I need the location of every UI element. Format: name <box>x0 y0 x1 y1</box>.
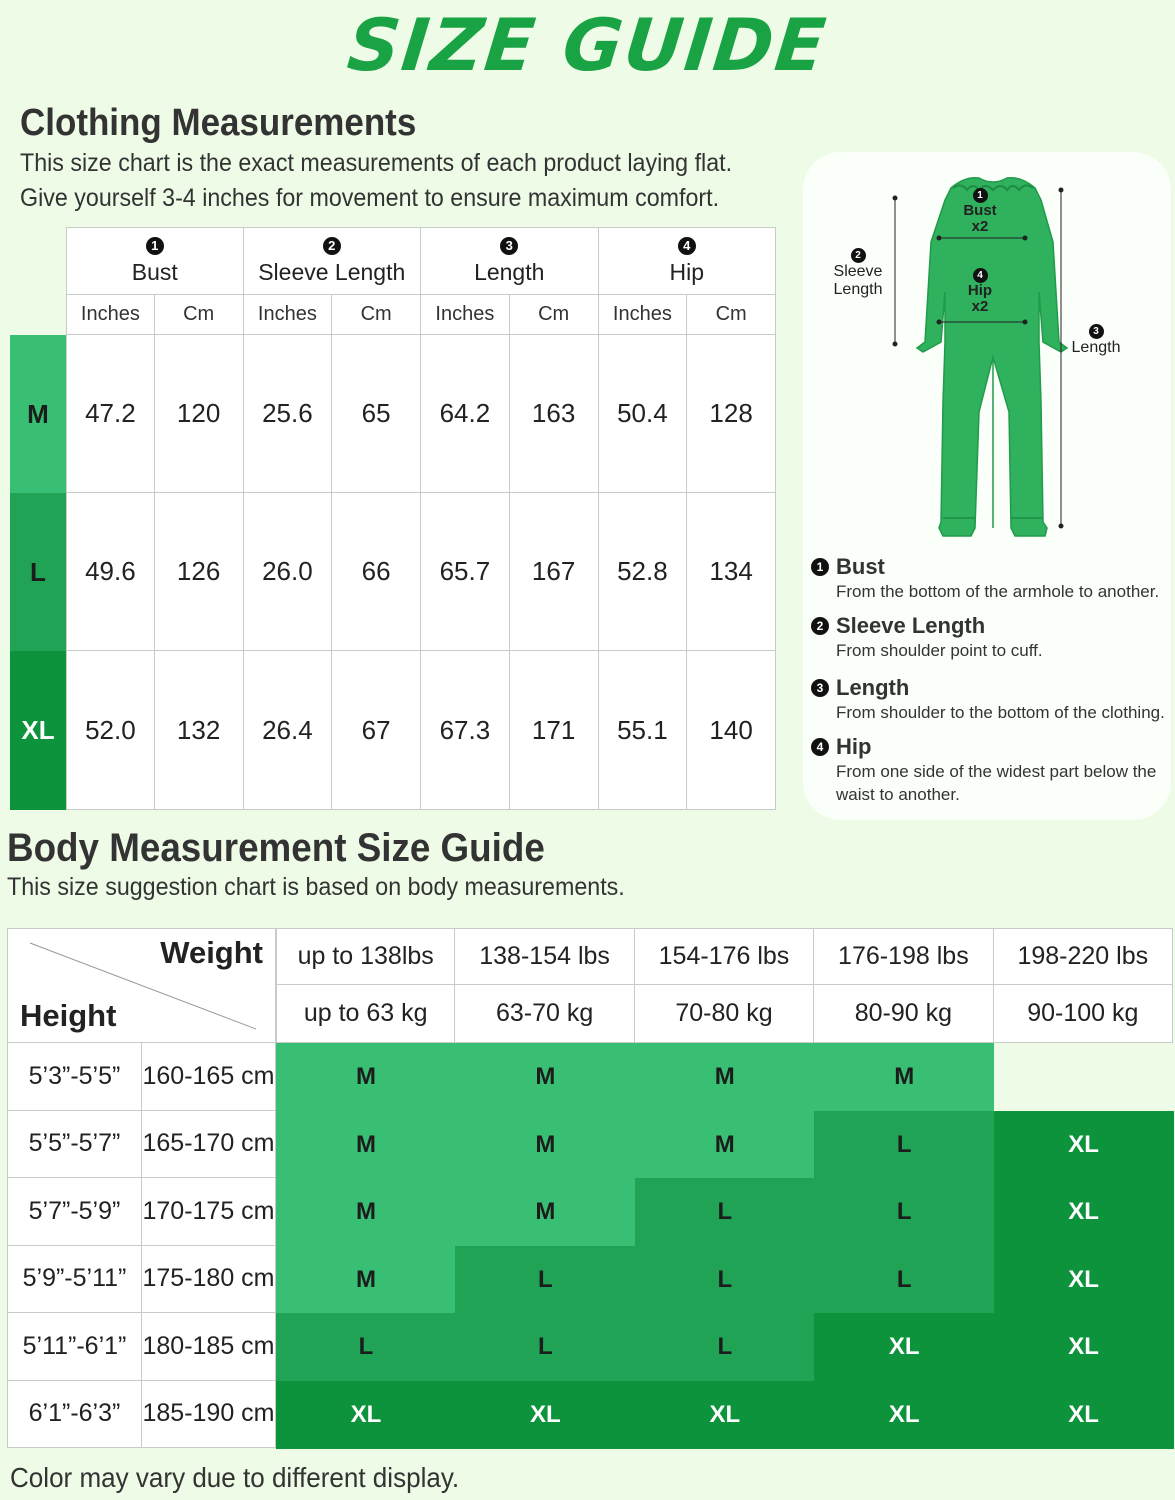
weight-kg-header: 80-90 kg <box>814 985 993 1043</box>
unit-header: Inches <box>421 295 510 335</box>
height-axis-label: Height <box>20 998 117 1033</box>
measurement-value-cell: 171 <box>510 651 599 810</box>
recommended-size-cell: M <box>635 1043 815 1111</box>
height-cm-cell: 175-180 cm <box>142 1246 276 1314</box>
length-label-text: Length <box>1071 339 1121 356</box>
measurement-value-cell: 55.1 <box>599 651 688 810</box>
recommended-size-cell: XL <box>455 1381 635 1449</box>
recommended-size-cell: L <box>455 1246 635 1314</box>
bust-label-text: Bust <box>963 202 997 219</box>
measurement-column-header <box>66 227 244 295</box>
height-ft-cell: 5’3”-5’5” <box>7 1043 142 1111</box>
clothing-measurements-description <box>20 146 732 216</box>
measure-endpoint <box>893 342 898 347</box>
measure-endpoint <box>1023 320 1028 325</box>
body-size-table <box>7 928 1173 1448</box>
unit-header: Cm <box>332 295 421 335</box>
legend-number-badge: 3 <box>811 679 829 697</box>
legend-description: From shoulder point to cuff. <box>836 641 1043 660</box>
column-number-badge: 3 <box>500 237 518 255</box>
measurement-column-header <box>244 227 422 295</box>
recommended-size-cell: M <box>276 1111 456 1179</box>
height-cm-cell: 165-170 cm <box>142 1111 276 1179</box>
recommended-size-cell: L <box>635 1313 815 1381</box>
measure-endpoint <box>937 320 942 325</box>
legend-number-badge: 2 <box>811 617 829 635</box>
weight-kg-header: up to 63 kg <box>276 985 455 1043</box>
measurement-value-cell: 65.7 <box>421 493 510 651</box>
legend-title: Length <box>836 675 910 700</box>
unit-header: Inches <box>66 295 155 335</box>
measurement-value-cell: 52.0 <box>66 651 155 810</box>
weight-axis-label: Weight <box>160 935 263 970</box>
clothing-measurements-table <box>10 227 776 808</box>
legend-description: From the bottom of the armhole to another. <box>836 582 1160 601</box>
weight-kg-header: 90-100 kg <box>994 985 1173 1043</box>
legend-number-badge: 1 <box>811 558 829 576</box>
measurement-value-cell: 128 <box>687 335 776 493</box>
unit-header: Cm <box>687 295 776 335</box>
column-number-badge: 1 <box>146 237 164 255</box>
sleeve-label-line: Sleeve <box>833 263 883 280</box>
description-line: Give yourself 3-4 inches for movement to ensure maximum comfort. <box>20 184 720 212</box>
recommended-size-cell: XL <box>276 1381 456 1449</box>
recommended-size-cell <box>994 1043 1174 1111</box>
height-cm-cell: 170-175 cm <box>142 1178 276 1246</box>
body-measurement-description: This size suggestion chart is based on body measurements. <box>7 873 625 901</box>
recommended-size-cell: XL <box>994 1246 1174 1314</box>
legend-number-badge: 4 <box>811 738 829 756</box>
column-label: Hip <box>669 258 704 285</box>
height-ft-cell: 5’9”-5’11” <box>7 1246 142 1314</box>
measurement-value-cell: 140 <box>687 651 776 810</box>
unit-header: Inches <box>599 295 688 335</box>
recommended-size-cell: XL <box>814 1381 994 1449</box>
recommended-size-cell: M <box>814 1043 994 1111</box>
recommended-size-cell: L <box>455 1313 635 1381</box>
column-label: Sleeve Length <box>258 258 406 285</box>
legend-sleeve-length <box>811 613 1171 662</box>
measurement-value-cell: 50.4 <box>599 335 688 493</box>
size-label-cell: L <box>10 493 66 651</box>
recommended-size-cell: XL <box>994 1381 1174 1449</box>
measurement-value-cell: 26.0 <box>244 493 333 651</box>
recommended-size-cell: XL <box>994 1178 1174 1246</box>
legend-title: Bust <box>836 554 885 579</box>
weight-lbs-header: 176-198 lbs <box>814 928 993 985</box>
clothing-measurements-heading: Clothing Measurements <box>20 102 417 144</box>
measurement-value-cell: 47.2 <box>66 335 155 493</box>
measurement-value-cell: 64.2 <box>421 335 510 493</box>
measure-endpoint <box>1059 188 1064 193</box>
color-disclaimer: Color may vary due to different display. <box>10 1462 460 1493</box>
height-ft-cell: 5’5”-5’7” <box>7 1111 142 1179</box>
weight-kg-header: 70-80 kg <box>635 985 814 1043</box>
measurement-column-header <box>599 227 777 295</box>
length-label <box>1061 324 1131 357</box>
measurement-value-cell: 52.8 <box>599 493 688 651</box>
recommended-size-cell: M <box>635 1111 815 1179</box>
column-label: Bust <box>131 258 178 285</box>
weight-lbs-header: 198-220 lbs <box>994 928 1173 985</box>
legend-bust <box>811 554 1171 603</box>
size-label-cell: M <box>10 335 66 493</box>
measurement-value-cell: 132 <box>155 651 244 810</box>
weight-lbs-header: 154-176 lbs <box>635 928 814 985</box>
measurement-value-cell: 67 <box>332 651 421 810</box>
weight-lbs-header: 138-154 lbs <box>455 928 634 985</box>
column-number-badge: 4 <box>678 237 696 255</box>
recommended-size-cell: M <box>276 1178 456 1246</box>
recommended-size-cell: XL <box>635 1381 815 1449</box>
recommended-size-cell: M <box>276 1246 456 1314</box>
legend-title: Hip <box>836 734 872 759</box>
recommended-size-cell: L <box>276 1313 456 1381</box>
unit-header: Cm <box>155 295 244 335</box>
recommended-size-cell: L <box>814 1178 994 1246</box>
size-label-cell: XL <box>10 651 66 810</box>
recommended-size-cell: M <box>455 1111 635 1179</box>
measurement-value-cell: 120 <box>155 335 244 493</box>
bust-label <box>958 188 1002 235</box>
measurement-column-header <box>421 227 599 295</box>
measurement-value-cell: 126 <box>155 493 244 651</box>
recommended-size-cell: M <box>276 1043 456 1111</box>
measure-endpoint <box>937 236 942 241</box>
table-corner-cell <box>7 928 276 1043</box>
height-ft-cell: 5’7”-5’9” <box>7 1178 142 1246</box>
hip-label <box>958 268 1002 315</box>
column-number-badge: 2 <box>323 237 341 255</box>
body-measurement-heading: Body Measurement Size Guide <box>7 826 545 870</box>
recommended-size-cell: L <box>814 1246 994 1314</box>
recommended-size-cell: L <box>635 1178 815 1246</box>
measurement-value-cell: 134 <box>687 493 776 651</box>
unit-header: Inches <box>244 295 333 335</box>
column-label: Length <box>474 258 545 285</box>
measurement-value-cell: 65 <box>332 335 421 493</box>
recommended-size-cell: L <box>814 1111 994 1179</box>
description-line: This size chart is the exact measurements of each product laying flat. <box>20 149 733 177</box>
recommended-size-cell: XL <box>814 1313 994 1381</box>
legend-description: From shoulder to the bottom of the clothing. <box>836 703 1165 722</box>
sleeve-number-badge: 2 <box>851 248 866 263</box>
hip-number-badge: 4 <box>973 268 988 283</box>
measurement-value-cell: 49.6 <box>66 493 155 651</box>
measurement-value-cell: 66 <box>332 493 421 651</box>
measure-endpoint <box>893 196 898 201</box>
measurement-value-cell: 67.3 <box>421 651 510 810</box>
bust-number-badge: 1 <box>973 188 988 203</box>
height-cm-cell: 160-165 cm <box>142 1043 276 1111</box>
recommended-size-cell: XL <box>994 1111 1174 1179</box>
sleeve-label-line: Length <box>833 281 883 298</box>
measure-endpoint <box>1059 524 1064 529</box>
weight-lbs-header: up to 138lbs <box>276 928 455 985</box>
legend-length <box>811 675 1171 724</box>
measurement-value-cell: 26.4 <box>244 651 333 810</box>
weight-kg-header: 63-70 kg <box>455 985 634 1043</box>
recommended-size-cell: M <box>455 1178 635 1246</box>
legend-hip <box>811 734 1171 806</box>
measure-endpoint <box>1023 236 1028 241</box>
measurement-value-cell: 25.6 <box>244 335 333 493</box>
legend-title: Sleeve Length <box>836 613 986 638</box>
page-title: SIZE GUIDE <box>343 3 832 87</box>
legend-description: From one side of the widest part below the waist to another. <box>836 762 1157 804</box>
garment-diagram-panel <box>803 152 1171 820</box>
measurement-value-cell: 163 <box>510 335 599 493</box>
unit-header: Cm <box>510 295 599 335</box>
height-ft-cell: 5’11”-6’1” <box>7 1313 142 1381</box>
height-ft-cell: 6’1”-6’3” <box>7 1381 142 1449</box>
recommended-size-cell: XL <box>994 1313 1174 1381</box>
recommended-size-cell: M <box>455 1043 635 1111</box>
recommended-size-cell: L <box>635 1246 815 1314</box>
height-cm-cell: 185-190 cm <box>142 1381 276 1449</box>
sleeve-length-label <box>823 248 893 299</box>
bust-multiplier: x2 <box>971 218 989 235</box>
hip-label-text: Hip <box>967 282 993 299</box>
measurement-value-cell: 167 <box>510 493 599 651</box>
length-number-badge: 3 <box>1089 324 1104 339</box>
hip-multiplier: x2 <box>971 298 989 315</box>
height-cm-cell: 180-185 cm <box>142 1313 276 1381</box>
